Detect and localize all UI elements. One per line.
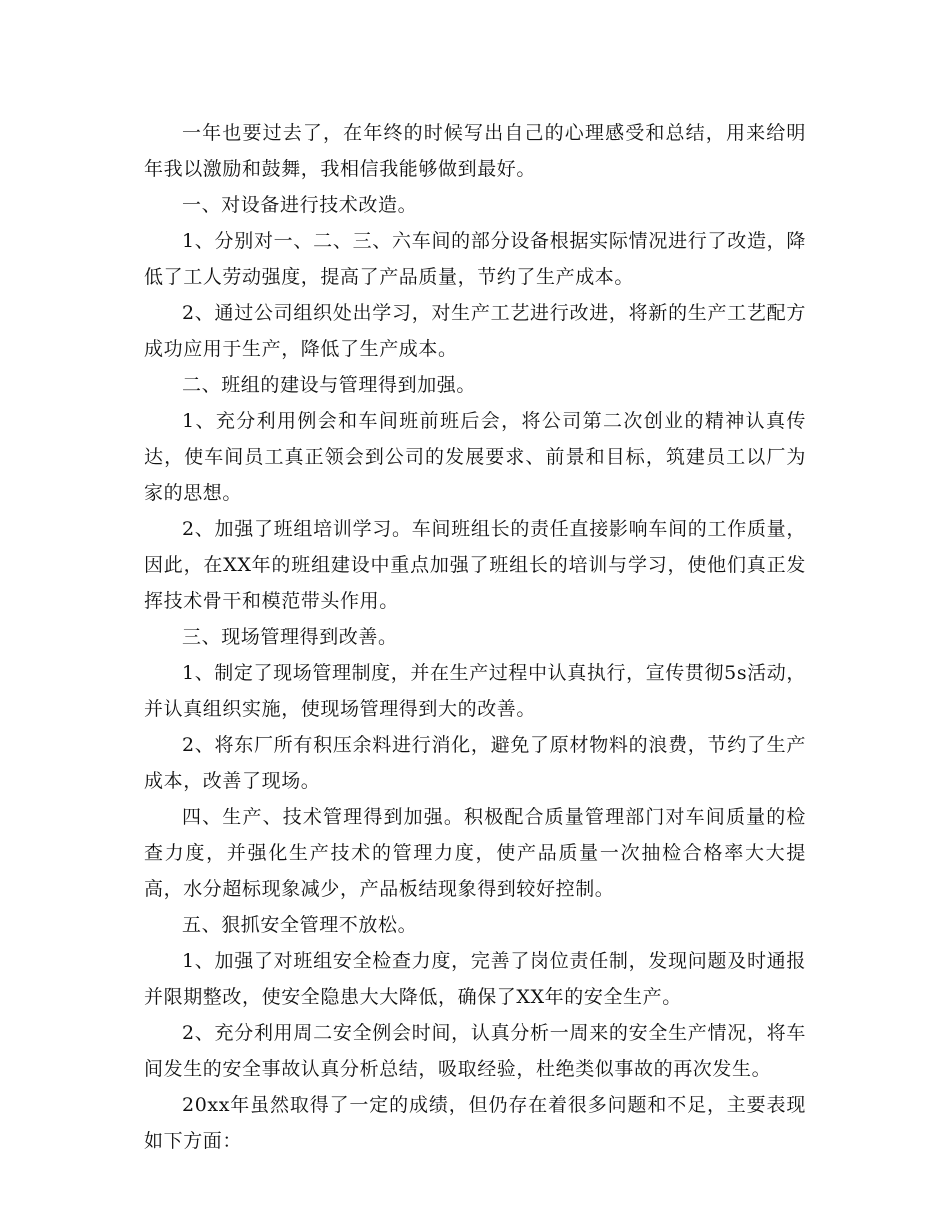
section-heading-site: 三、现场管理得到改善。 [182,626,398,648]
paragraph-site-2: 2、将东厂所有积压余料进行消化，避免了原材物料的浪费，节约了生产成本，改善了现场。 [144,734,806,792]
paragraph-equipment-2: 2、通过公司组织处出学习，对生产工艺进行改进，将新的生产工艺配方成功应用于生产，降低了生产成本。 [144,302,806,360]
paragraph-safety-1: 1、加强了对班组安全检查力度，完善了岗位责任制，发现问题及时通报并限期整改，使安全隐患大大降低，确保了XX年的安全生产。 [144,950,806,1008]
paragraph-intro: 一年也要过去了，在年终的时候写出自己的心理感受和总结，用来给明年我以激励和鼓舞，我相信我能够做到最好。 [144,122,806,180]
paragraph-site-1: 1、制定了现场管理制度，并在生产过程中认真执行，宣传贯彻5s活动，并认真组织实施，使现场管理得到大的改善。 [144,662,806,720]
section-heading-team: 二、班组的建设与管理得到加强。 [182,374,477,396]
section-heading-equipment: 一、对设备进行技术改造。 [182,194,418,216]
paragraph-equipment-1: 1、分别对一、二、三、六车间的部分设备根据实际情况进行了改造，降低了工人劳动强度，提高了产品质量，节约了生产成本。 [144,230,806,288]
document-body [144,115,806,1159]
paragraph-team-1: 1、充分利用例会和车间班前班后会，将公司第二次创业的精神认真传达，使车间员工真正领会到公司的发展要求、前景和目标，筑建员工以厂为家的思想。 [144,410,806,504]
paragraph-safety-2: 2、充分利用周二安全例会时间，认真分析一周来的安全生产情况，将车间发生的安全事故认真分析总结，吸取经验，杜绝类似事故的再次发生。 [144,1022,806,1080]
paragraph-team-2: 2、加强了班组培训学习。车间班组长的责任直接影响车间的工作质量，因此，在XX年的班组建设中重点加强了班组长的培训与学习，使他们真正发挥技术骨干和模范带头作用。 [144,518,806,612]
section-production-technical: 四、生产、技术管理得到加强。积极配合质量管理部门对车间质量的检查力度，并强化生产技术的管理力度，使产品质量一次抽检合格率大大提高，水分超标现象减少，产品板结现象得到较好控制。 [144,806,806,900]
section-heading-safety: 五、狠抓安全管理不放松。 [182,914,418,936]
paragraph-shortcomings: 20xx年虽然取得了一定的成绩，但仍存在着很多问题和不足，主要表现如下方面： [144,1094,806,1152]
